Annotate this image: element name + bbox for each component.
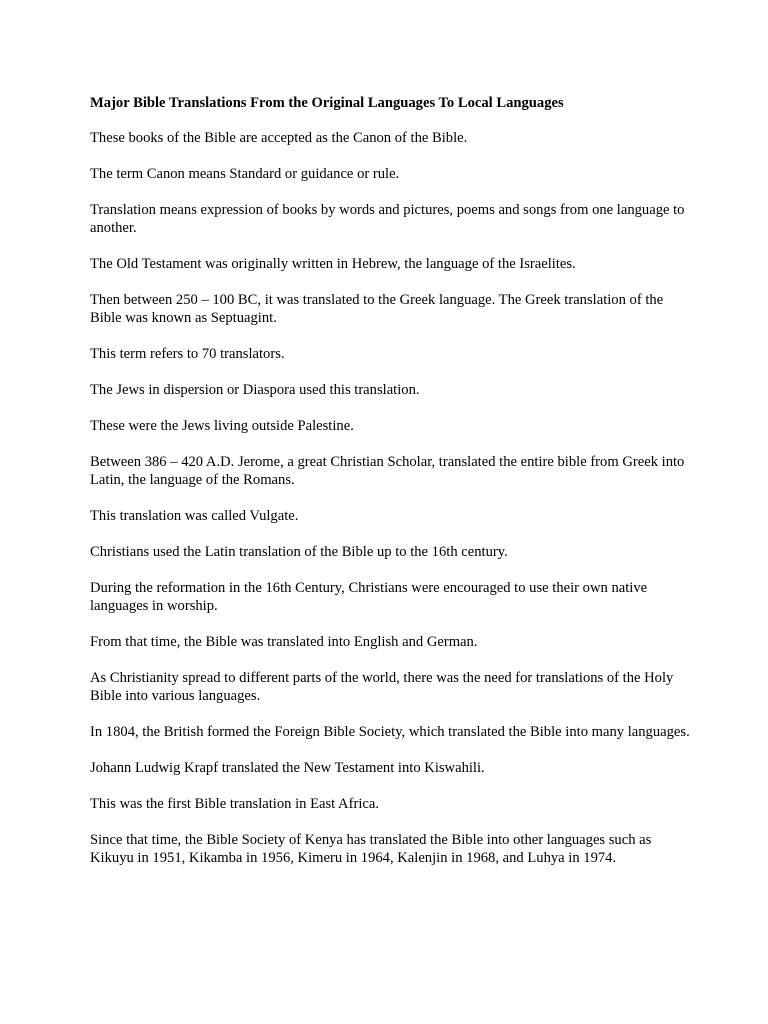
- paragraph-canon-definition: The term Canon means Standard or guidance or rule.: [90, 166, 400, 182]
- document-title: Major Bible Translations From the Original Languages To Local Languages: [90, 95, 564, 111]
- paragraph-east-africa: This was the first Bible translation in East Africa.: [90, 796, 379, 812]
- document-page: [90, 94, 690, 885]
- paragraph-outside-palestine: These were the Jews living outside Palestine.: [90, 418, 354, 434]
- paragraph-70-translators: This term refers to 70 translators.: [90, 346, 285, 362]
- paragraph-diaspora: The Jews in dispersion or Diaspora used this translation.: [90, 382, 420, 398]
- paragraph-jerome: Between 386 – 420 A.D. Jerome, a great Christian Scholar, translated the entire bible from Greek into Latin, the language of the Romans.: [90, 454, 685, 488]
- paragraph-bible-society-kenya: Since that time, the Bible Society of Kenya has translated the Bible into other languages such as Kikuyu in 1951, Kikamba in 1956, Kimeru in 1964, Kalenjin in 1968, and Luhya in 1974.: [90, 832, 652, 866]
- paragraph-canon: These books of the Bible are accepted as the Canon of the Bible.: [90, 130, 468, 146]
- paragraph-foreign-bible-society: In 1804, the British formed the Foreign Bible Society, which translated the Bible into many languages.: [90, 724, 690, 740]
- paragraph-translation-definition: Translation means expression of books by words and pictures, poems and songs from one language to another.: [90, 202, 685, 236]
- paragraph-latin-use: Christians used the Latin translation of the Bible up to the 16th century.: [90, 544, 508, 560]
- paragraph-christianity-spread: As Christianity spread to different parts of the world, there was the need for translations of the Holy Bible into various languages.: [90, 670, 674, 704]
- paragraph-vulgate: This translation was called Vulgate.: [90, 508, 299, 524]
- paragraph-krapf: Johann Ludwig Krapf translated the New Testament into Kiswahili.: [90, 760, 485, 776]
- paragraph-septuagint: Then between 250 – 100 BC, it was translated to the Greek language. The Greek translation of the Bible was known as Septuagint.: [90, 292, 664, 326]
- paragraph-reformation: During the reformation in the 16th Century, Christians were encouraged to use their own native languages in worship.: [90, 580, 648, 614]
- paragraph-old-testament: The Old Testament was originally written in Hebrew, the language of the Israelites.: [90, 256, 576, 272]
- paragraph-english-german: From that time, the Bible was translated into English and German.: [90, 634, 478, 650]
